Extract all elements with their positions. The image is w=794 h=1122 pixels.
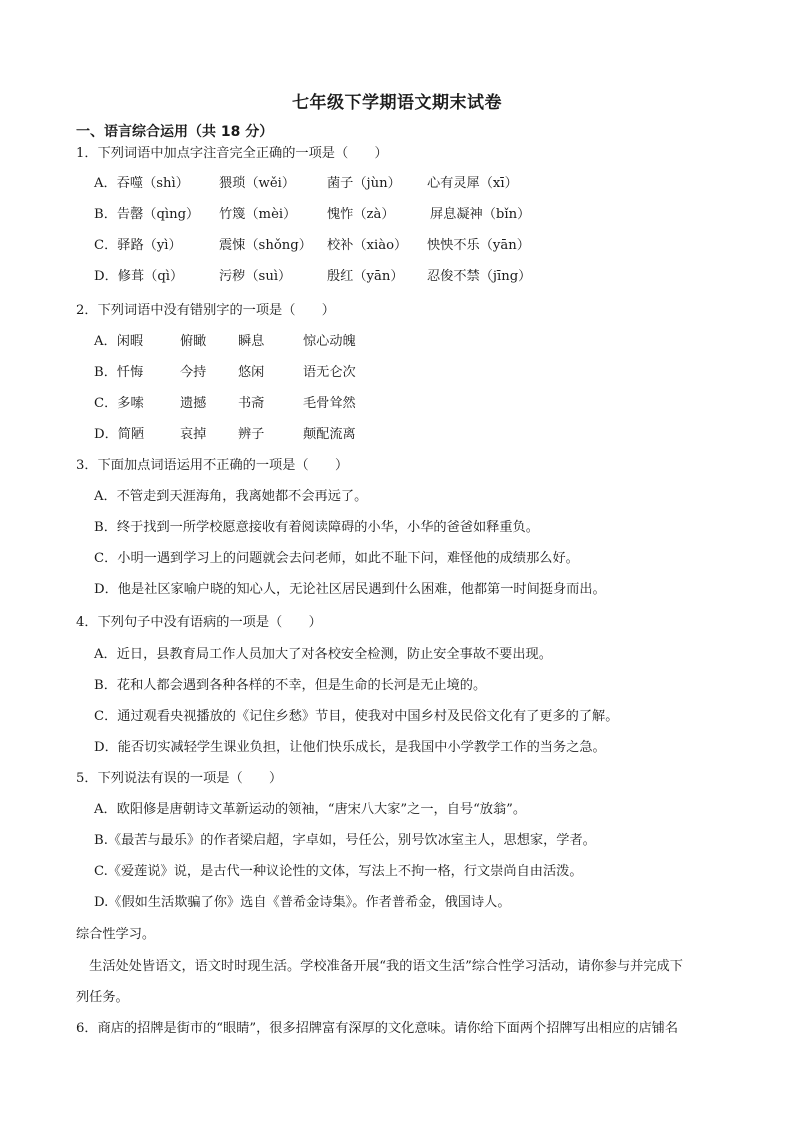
option-cell: 毛骨耸然 — [303, 396, 356, 411]
section-heading: 一、语言综合运用（共 18 分） — [76, 124, 274, 140]
question-5-option-c: C.《爱莲说》说，是古代一种议论性的文体，写法上不拘一格，行文崇尚自由活泼。 — [94, 864, 583, 879]
option-cell: 猥琐（wěi） — [219, 176, 296, 191]
question-6-stem: 6．商店的招牌是街市的“眼睛”，很多招牌富有深厚的文化意味。请你给下面两个招牌写出相应的店铺名 — [76, 1021, 679, 1036]
option-cell: D．修葺（qì） — [94, 269, 184, 284]
option-cell: 污秽（suì） — [219, 269, 292, 284]
comprehensive-label: 综合性学习。 — [76, 927, 156, 942]
option-cell: 书斋 — [238, 396, 265, 411]
option-cell: 悠闲 — [238, 365, 265, 380]
option-cell: B．告罄（qìng） — [94, 207, 200, 222]
question-4-option-a: A．近日，县教育局工作人员加大了对各校安全检测，防止安全事故不要出现。 — [94, 647, 552, 662]
comprehensive-intro-line-1: 生活处处皆语文，语文时时现生活。学校准备开展“我的语文生活”综合性学习活动，请你参与并完成下 — [76, 959, 683, 974]
question-5-option-b: B.《最苦与最乐》的作者梁启超，字卓如，号任公，别号饮冰室主人，思想家，学者。 — [94, 833, 596, 848]
question-5-stem: 5．下列说法有误的一项是（ ） — [76, 771, 283, 786]
option-cell: 竹篾（mèi） — [219, 207, 297, 222]
question-3-option-c: C．小明一遇到学习上的问题就会去问老师，如此不耻下问，难怪他的成绩那么好。 — [94, 551, 579, 566]
option-cell: 语无仑次 — [303, 365, 356, 380]
option-cell: 校补（xiào） — [327, 238, 408, 253]
option-cell: 惊心动魄 — [303, 334, 356, 349]
comprehensive-intro-line-2: 列任务。 — [76, 990, 129, 1005]
option-cell: 遗撼 — [180, 396, 207, 411]
option-cell: C．多嗦 — [94, 396, 144, 411]
question-3-option-d: D．他是社区家喻户晓的知心人，无论社区居民遇到什么困难，他都第一时间挺身而出。 — [94, 582, 606, 597]
option-cell: 怏怏不乐（yān） — [427, 238, 530, 253]
option-cell: 屏息凝神（bǐn） — [430, 207, 531, 222]
option-cell: 愧怍（zà） — [327, 207, 395, 222]
question-3-option-a: A．不管走到天涯海角，我离她都不会再远了。 — [94, 489, 368, 504]
option-cell: 瞬息 — [238, 334, 265, 349]
option-cell: 心有灵犀（xī） — [427, 176, 518, 191]
option-cell: 今持 — [180, 365, 207, 380]
question-3-stem: 3．下面加点词语运用不正确的一项是（ ） — [76, 458, 349, 473]
option-cell: 辨子 — [238, 427, 265, 442]
option-cell: 俯瞰 — [180, 334, 207, 349]
option-cell: A．闲暇 — [94, 334, 144, 349]
option-cell: 菌子（jùn） — [327, 176, 401, 191]
question-5-option-d: D.《假如生活欺骗了你》选自《普希金诗集》。作者普希金，俄国诗人。 — [94, 895, 511, 910]
question-4-option-c: C．通过观看央视播放的《记住乡愁》节目，使我对中国乡村及民俗文化有了更多的了解。 — [94, 709, 619, 724]
question-2-stem: 2．下列词语中没有错别字的一项是（ ） — [76, 303, 335, 318]
question-4-option-b: B．花和人都会遇到各种各样的不幸，但是生命的长河是无止境的。 — [94, 678, 487, 693]
option-cell: B．忏悔 — [94, 365, 144, 380]
option-cell: 震悚（shǒng） — [219, 238, 312, 253]
question-4-stem: 4．下列句子中没有语病的一项是（ ） — [76, 615, 322, 630]
page-title: 七年级下学期语文期末试卷 — [292, 93, 502, 113]
option-cell: 哀掉 — [180, 427, 207, 442]
option-cell: C．驿路（yì） — [94, 238, 182, 253]
question-1-stem: 1．下列词语中加点字注音完全正确的一项是（ ） — [76, 146, 388, 161]
option-cell: 颠配流离 — [303, 427, 356, 442]
option-cell: 忍俊不禁（jīng） — [427, 269, 532, 284]
option-cell: 殷红（yān） — [327, 269, 404, 284]
option-cell: D．简陋 — [94, 427, 145, 442]
question-4-option-d: D．能否切实减轻学生课业负担，让他们快乐成长，是我国中小学教学工作的当务之急。 — [94, 740, 606, 755]
question-5-option-a: A．欧阳修是唐朝诗文革新运动的领袖，“唐宋八大家”之一，自号“放翁”。 — [94, 802, 527, 817]
question-3-option-b: B．终于找到一所学校愿意接收有着阅读障碍的小华，小华的爸爸如释重负。 — [94, 520, 539, 535]
option-cell: A．吞噬（shì） — [94, 176, 189, 191]
